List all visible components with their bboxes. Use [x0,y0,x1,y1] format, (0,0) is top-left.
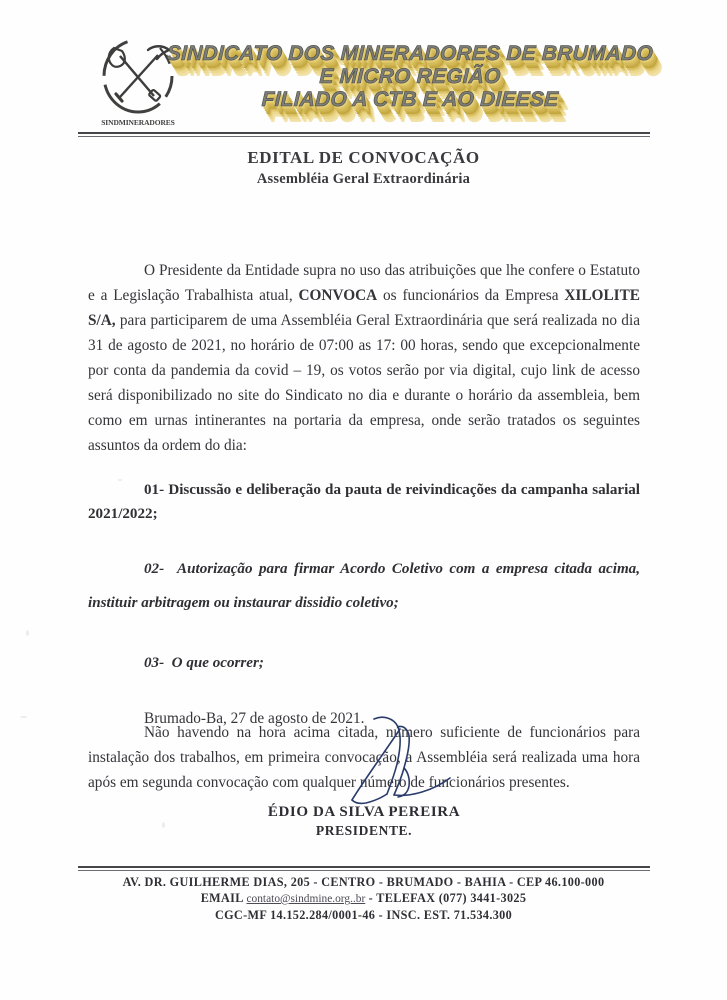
page-title: EDITAL DE CONVOCAÇÃO [247,148,480,167]
handwritten-signature [350,716,480,816]
agenda-item-1 [88,478,640,526]
divider-thick-line [78,866,650,868]
company-name-emphasis: XILOLITE S/A, [88,287,641,329]
opening-paragraph-part-2: os funcionários da Empresa [377,287,565,304]
scan-artifact [118,479,122,481]
agenda-item-3-text: O que ocorrer; [171,655,264,671]
divider-thin-line [78,870,650,871]
page-subtitle: Assembléia Geral Extraordinária [256,171,471,187]
footer-registration: CGC-MF 14.152.284/0001-46 - INSC. EST. 71.534.300 [214,908,513,922]
spacer [88,458,640,478]
agenda-item-2-text: Autorização para firmar Acordo Coletivo com a empresa citada acima, instituir arbitragem ou instaurar dissidio coletivo; [88,561,640,611]
scan-artifact [162,822,165,828]
divider-thin-line [78,136,650,137]
scan-artifact [26,630,29,636]
agenda-item-2-number: 02- [144,561,165,577]
letterhead [0,0,727,140]
opening-paragraph-part-1: O Presidente da Entidade supra no uso das atribuições que lhe confere o Estatuto e a Legislação Trabalhista atual, [88,262,640,304]
signer-role: PRESIDENTE. [315,823,413,838]
title-block [0,148,727,188]
header-divider [78,132,650,137]
footer-contact [0,890,727,907]
agenda-item-1-number: 01- [144,482,165,498]
agenda-item-2 [88,552,640,620]
agenda-item-3-number: 03- [144,655,165,671]
opening-paragraph [88,258,640,458]
convoca-emphasis: CONVOCA [298,287,378,304]
footer-email-label: EMAIL [200,891,247,905]
spacer [88,620,640,646]
signature-block [88,708,640,839]
org-name-line-1: SINDICATO DOS MINERADORES DE BRUMADO [166,42,654,65]
footer [0,874,727,923]
footer-telefax: - TELEFAX (077) 3441-3025 [365,891,527,905]
org-name-line-3: FILIADO A CTB E AO DIEESE [261,88,559,111]
logo-caption: SINDMINERADORES [101,118,175,127]
footer-address: AV. DR. GUILHERME DIAS, 205 - CENTRO - BRUMADO - BAHIA - CEP 46.100-000 [122,875,605,889]
scan-artifact [20,716,27,718]
signer-name: ÉDIO DA SILVA PEREIRA [267,804,461,820]
divider-thick-line [78,132,650,134]
footer-divider [78,866,650,871]
place-and-date: Brumado-Ba, 27 de agosto de 2021. [144,710,365,727]
agenda-item-1-text: Discussão e deliberação da pauta de reivindicações da campanha salarial 2021/2022; [88,482,641,522]
organization-name [160,42,660,111]
closing-paragraph: Não havendo na hora acima citada, número suficiente de funcionários para instalação dos trabalhos, em primeira convocação, a Assembléia será realizada uma hora após em segunda convocação com qualquer número de funcionários presentes. [88,724,640,791]
opening-paragraph-part-3: para participarem de uma Assembléia Geral Extraordinária que será realizada no dia 31 de agosto de 2021, no horário de 07:00 as 17: 00 horas, sendo que excepcionalmente por conta da pandemia da covid – 19, os votos serão por via digital, cujo link de acesso será disponibilizado no site do Sindicato no dia e durante o horário da assembleia, bem como em urnas intinerantes na portaria da empresa, onde serão tratados os seguintes assuntos da ordem do dia: [88,312,640,454]
spacer [88,526,640,552]
agenda-item-3 [88,646,640,680]
org-name-line-2: E MICRO REGIÃO [318,65,502,88]
spacer [88,680,640,706]
footer-email-link[interactable]: contato@sindmine.org..br [246,893,366,905]
